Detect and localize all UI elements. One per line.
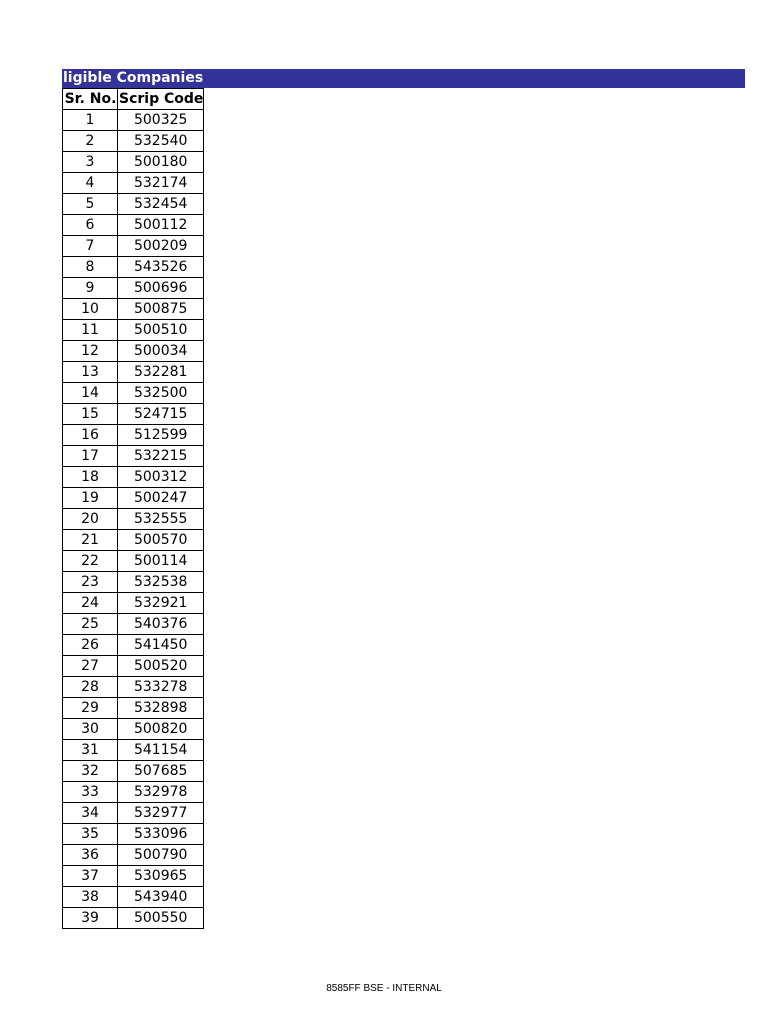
table-row <box>63 614 204 635</box>
table-row <box>63 194 204 215</box>
scrip-code-cell: 533096 <box>118 824 204 845</box>
table-header-row <box>63 89 204 110</box>
table-row <box>63 152 204 173</box>
scrip-code-cell: 543526 <box>118 257 204 278</box>
scrip-code-cell: 512599 <box>118 425 204 446</box>
table-row <box>63 404 204 425</box>
sr-no-cell: 10 <box>63 299 118 320</box>
sr-no-cell: 15 <box>63 404 118 425</box>
table-row <box>63 656 204 677</box>
table-row <box>63 530 204 551</box>
sr-no-cell: 9 <box>63 278 118 299</box>
sr-no-cell: 20 <box>63 509 118 530</box>
table-row <box>63 236 204 257</box>
scrip-code-cell: 500875 <box>118 299 204 320</box>
scrip-code-cell: 500034 <box>118 341 204 362</box>
scrip-code-cell: 500112 <box>118 215 204 236</box>
sr-no-cell: 30 <box>63 719 118 740</box>
sr-no-cell: 4 <box>63 173 118 194</box>
scrip-code-cell: 532898 <box>118 698 204 719</box>
table-row <box>63 677 204 698</box>
table-row <box>63 740 204 761</box>
table-row <box>63 278 204 299</box>
sr-no-cell: 6 <box>63 215 118 236</box>
scrip-code-cell: 530965 <box>118 866 204 887</box>
sr-no-cell: 31 <box>63 740 118 761</box>
sr-no-cell: 39 <box>63 908 118 929</box>
sr-no-cell: 22 <box>63 551 118 572</box>
sr-no-cell: 2 <box>63 131 118 152</box>
sr-no-cell: 26 <box>63 635 118 656</box>
sr-no-cell: 35 <box>63 824 118 845</box>
scrip-code-cell: 532978 <box>118 782 204 803</box>
scrip-code-cell: 543940 <box>118 887 204 908</box>
scrip-code-cell: 500209 <box>118 236 204 257</box>
scrip-code-cell: 507685 <box>118 761 204 782</box>
sr-no-cell: 7 <box>63 236 118 257</box>
sr-no-cell: 33 <box>63 782 118 803</box>
table-row <box>63 866 204 887</box>
sr-no-cell: 34 <box>63 803 118 824</box>
scrip-code-cell: 500520 <box>118 656 204 677</box>
scrip-code-cell: 500550 <box>118 908 204 929</box>
sr-no-cell: 5 <box>63 194 118 215</box>
scrip-code-cell: 500790 <box>118 845 204 866</box>
scrip-code-cell: 500114 <box>118 551 204 572</box>
table-row <box>63 320 204 341</box>
table-row <box>63 845 204 866</box>
table-row <box>63 551 204 572</box>
sr-no-cell: 14 <box>63 383 118 404</box>
sr-no-cell: 21 <box>63 530 118 551</box>
table-row <box>63 593 204 614</box>
table-row <box>63 761 204 782</box>
sheet-title-banner <box>62 69 745 88</box>
sr-no-cell: 27 <box>63 656 118 677</box>
scrip-code-cell: 541154 <box>118 740 204 761</box>
table-row <box>63 299 204 320</box>
scrip-code-cell: 500180 <box>118 152 204 173</box>
scrip-code-cell: 524715 <box>118 404 204 425</box>
sr-no-cell: 19 <box>63 488 118 509</box>
scrip-code-cell: 532555 <box>118 509 204 530</box>
sr-no-cell: 38 <box>63 887 118 908</box>
scrip-code-cell: 540376 <box>118 614 204 635</box>
scrip-code-cell: 532538 <box>118 572 204 593</box>
table-row <box>63 383 204 404</box>
table-row <box>63 173 204 194</box>
table-row <box>63 257 204 278</box>
table-row <box>63 110 204 131</box>
table-row <box>63 782 204 803</box>
scrip-code-cell: 532281 <box>118 362 204 383</box>
sr-no-cell: 11 <box>63 320 118 341</box>
sr-no-cell: 3 <box>63 152 118 173</box>
eligible-companies-table <box>62 88 204 929</box>
table-row <box>63 362 204 383</box>
scrip-code-cell: 541450 <box>118 635 204 656</box>
scrip-code-cell: 532540 <box>118 131 204 152</box>
sr-no-cell: 24 <box>63 593 118 614</box>
table-row <box>63 488 204 509</box>
table-row <box>63 509 204 530</box>
sr-no-cell: 23 <box>63 572 118 593</box>
table-row <box>63 131 204 152</box>
table-row <box>63 887 204 908</box>
table-row <box>63 803 204 824</box>
table-row <box>63 698 204 719</box>
sr-no-cell: 12 <box>63 341 118 362</box>
table-row <box>63 572 204 593</box>
table-row <box>63 341 204 362</box>
scrip-code-cell: 532977 <box>118 803 204 824</box>
sr-no-cell: 8 <box>63 257 118 278</box>
column-header-sr-no: Sr. No. <box>63 89 118 110</box>
sr-no-cell: 37 <box>63 866 118 887</box>
scrip-code-cell: 532174 <box>118 173 204 194</box>
scrip-code-cell: 532215 <box>118 446 204 467</box>
sr-no-cell: 1 <box>63 110 118 131</box>
sr-no-cell: 18 <box>63 467 118 488</box>
sr-no-cell: 28 <box>63 677 118 698</box>
scrip-code-cell: 500247 <box>118 488 204 509</box>
scrip-code-cell: 500696 <box>118 278 204 299</box>
table-row <box>63 215 204 236</box>
sr-no-cell: 13 <box>63 362 118 383</box>
table-row <box>63 425 204 446</box>
column-header-scrip-code: Scrip Code <box>118 89 204 110</box>
sr-no-cell: 29 <box>63 698 118 719</box>
table-body <box>63 110 204 929</box>
sr-no-cell: 32 <box>63 761 118 782</box>
table-row <box>63 719 204 740</box>
sr-no-cell: 17 <box>63 446 118 467</box>
scrip-code-cell: 533278 <box>118 677 204 698</box>
scrip-code-cell: 500325 <box>118 110 204 131</box>
classification-footer: 8585FF BSE - INTERNAL <box>326 983 442 994</box>
sr-no-cell: 25 <box>63 614 118 635</box>
scrip-code-cell: 532921 <box>118 593 204 614</box>
sr-no-cell: 36 <box>63 845 118 866</box>
table-row <box>63 467 204 488</box>
sr-no-cell: 16 <box>63 425 118 446</box>
table-row <box>63 824 204 845</box>
scrip-code-cell: 500570 <box>118 530 204 551</box>
table-row <box>63 908 204 929</box>
table-row <box>63 635 204 656</box>
scrip-code-cell: 532500 <box>118 383 204 404</box>
scrip-code-cell: 500510 <box>118 320 204 341</box>
scrip-code-cell: 500820 <box>118 719 204 740</box>
scrip-code-cell: 532454 <box>118 194 204 215</box>
table-row <box>63 446 204 467</box>
sheet-title: ligible Companies <box>63 70 204 86</box>
scrip-code-cell: 500312 <box>118 467 204 488</box>
